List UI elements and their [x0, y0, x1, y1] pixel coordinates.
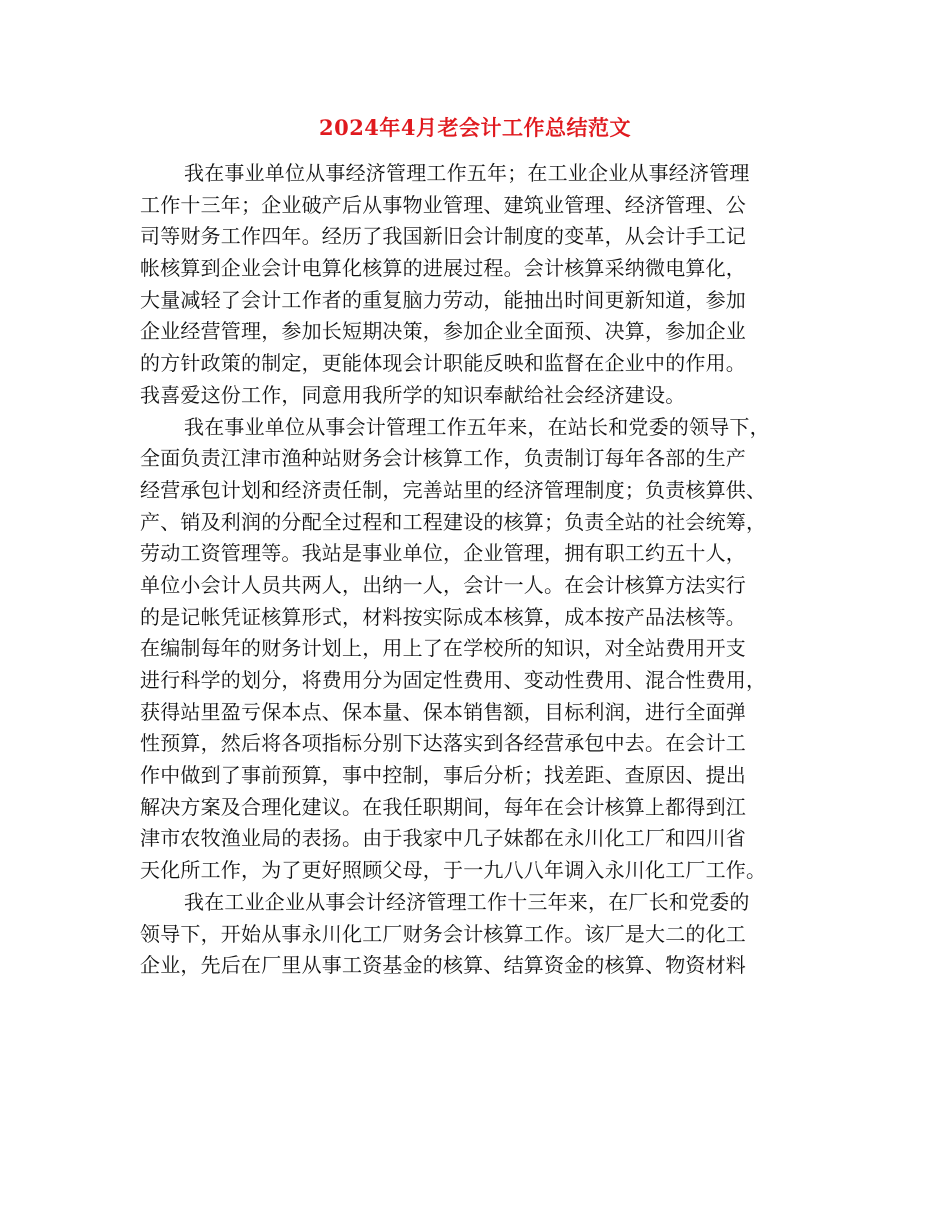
paragraph-2: [140, 412, 810, 887]
text-line: 我在事业单位从事会计管理工作五年来，在站长和党委的领导下，: [184, 414, 770, 439]
text-line: 解决方案及合理化建议。在我任职期间，每年在会计核算上都得到江: [140, 794, 746, 819]
text-line: 性预算，然后将各项指标分别下达落实到各经营承包中去。在会计工: [140, 731, 746, 756]
text-line: 经营承包计划和经济责任制，完善站里的经济管理制度；负责核算供、: [140, 477, 767, 502]
text-line: 作中做到了事前预算，事中控制，事后分析；找差距、查原因、提出: [140, 763, 746, 788]
text-line: 我在工业企业从事会计经济管理工作十三年来，在厂长和党委的: [184, 889, 750, 914]
document-title: 2024年4月老会计工作总结范文: [318, 115, 632, 140]
text-line: 产、销及利润的分配全过程和工程建设的核算；负责全站的社会统筹，: [140, 509, 767, 534]
text-line: 进行科学的划分，将费用分为固定性费用、变动性费用、混合性费用，: [140, 668, 767, 692]
paragraph-1: [140, 158, 810, 412]
paragraph-3: [140, 887, 810, 982]
text-line: 劳动工资管理等。我站是事业单位，企业管理，拥有职工约五十人，: [140, 541, 746, 566]
text-line: 企业经营管理，参加长短期决策，参加企业全面预、决算，参加企业: [140, 319, 746, 344]
text-line: 单位小会计人员共两人，出纳一人，会计一人。在会计核算方法实行: [140, 572, 746, 597]
text-line: 工作十三年；企业破产后从事物业管理、建筑业管理、经济管理、公: [140, 192, 746, 217]
text-line: 帐核算到企业会计电算化核算的进展过程。会计核算采纳微电算化，: [140, 256, 746, 281]
text-line: 大量减轻了会计工作者的重复脑力劳动，能抽出时间更新知道，参加: [140, 287, 746, 312]
text-line: 我喜爱这份工作，同意用我所学的知识奉献给社会经济建设。: [140, 382, 686, 407]
text-line: 企业，先后在厂里从事工资基金的核算、结算资金的核算、物资材料: [140, 953, 746, 978]
text-line: 我在事业单位从事经济管理工作五年；在工业企业从事经济管理: [184, 161, 750, 185]
text-line: 天化所工作，为了更好照顾父母，于一九八八年调入永川化工厂工作。: [140, 858, 767, 883]
text-line: 获得站里盈亏保本点、保本量、保本销售额，目标利润，进行全面弹: [140, 699, 746, 724]
text-line: 的方针政策的制定，更能体现会计职能反映和监督在企业中的作用。: [140, 351, 746, 376]
text-line: 司等财务工作四年。经历了我国新旧会计制度的变革，从会计手工记: [140, 224, 746, 249]
text-line: 津市农牧渔业局的表扬。由于我家中几子妹都在永川化工厂和四川省: [140, 826, 746, 851]
text-line: 全面负责江津市渔种站财务会计核算工作，负责制订每年各部的生产: [140, 446, 746, 471]
document-body: [140, 158, 810, 982]
text-line: 领导下，开始从事永川化工厂财务会计核算工作。该厂是大二的化工: [140, 921, 746, 946]
text-line: 的是记帐凭证核算形式，材料按实际成本核算，成本按产品法核等。: [140, 604, 746, 629]
text-line: 在编制每年的财务计划上，用上了在学校所的知识，对全站费用开支: [140, 636, 746, 661]
